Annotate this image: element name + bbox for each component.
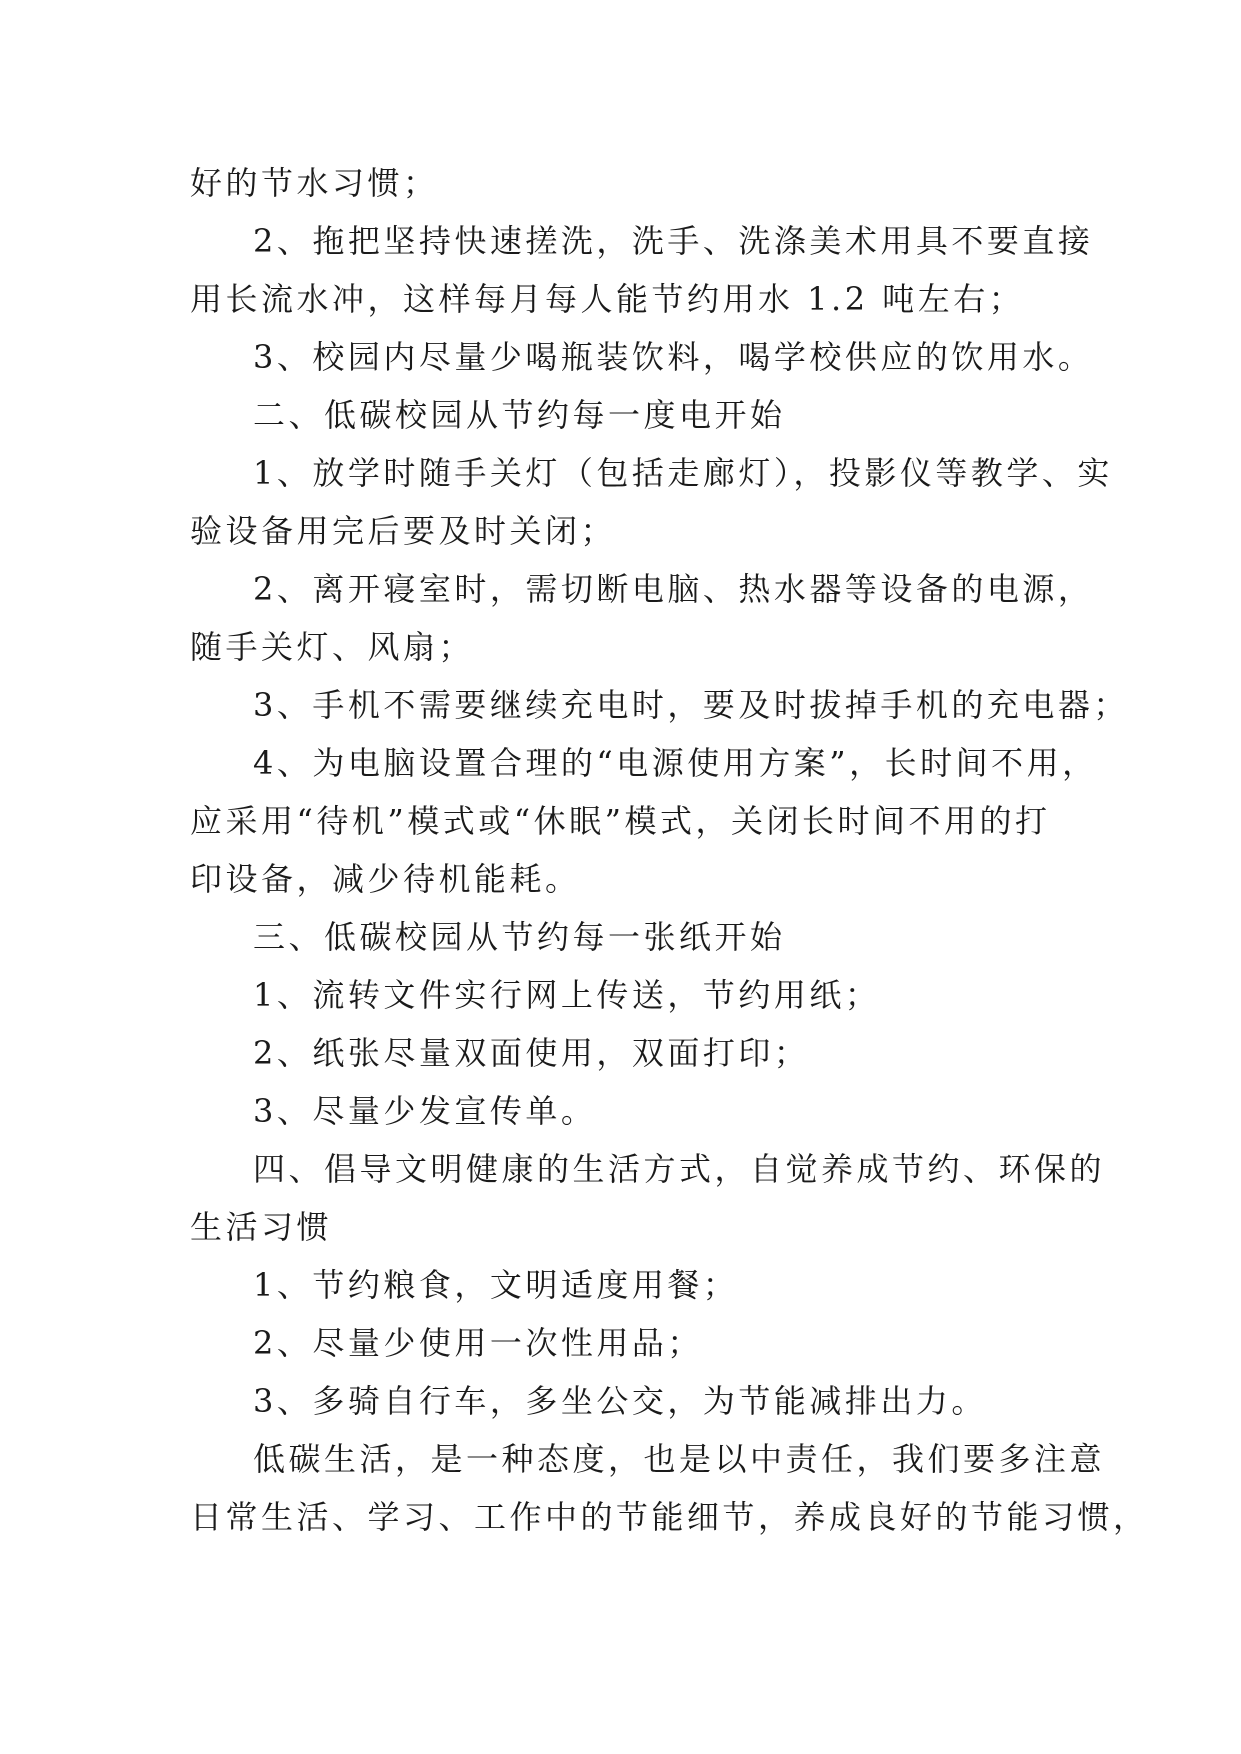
section-heading: 二、低碳校园从节约每一度电开始 [253,396,786,434]
text-line: 3、校园内尽量少喝瓶装饮料，喝学校供应的饮用水。 [253,338,1094,376]
text-line: 印设备，减少待机能耗。 [190,860,581,898]
text-line: 随手关灯、风扇； [190,628,475,666]
text-line: 3、手机不需要继续充电时，要及时拔掉手机的充电器； [253,686,1129,724]
text-line: 2、拖把坚持快速搓洗，洗手、洗涤美术用具不要直接 [253,222,1094,260]
text-line: 2、尽量少使用一次性用品； [253,1324,703,1362]
text-line: 应采用“待机”模式或“休眠”模式，关闭长时间不用的打 [190,802,1051,840]
text-line: 生活习惯 [190,1208,333,1246]
text-line: 1、节约粮食，文明适度用餐； [253,1266,739,1304]
text-line: 低碳生活，是一种态度，也是以中责任，我们要多注意 [253,1440,1106,1478]
text-line: 3、多骑自行车，多坐公交，为节能减排出力。 [253,1382,987,1420]
text-line: 1、流转文件实行网上传送，节约用纸； [253,976,881,1014]
text-line: 3、尽量少发宣传单。 [253,1092,597,1130]
section-heading: 三、低碳校园从节约每一张纸开始 [253,918,786,956]
text-line: 4、为电脑设置合理的“电源使用方案”，长时间不用， [253,744,1098,782]
text-line: 1、放学时随手关灯（包括走廊灯），投影仪等教学、实 [253,454,1113,492]
section-heading: 四、倡导文明健康的生活方式，自觉养成节约、环保的 [253,1150,1106,1188]
text-line: 2、离开寝室时，需切断电脑、热水器等设备的电源， [253,570,1094,608]
document-body [190,154,1149,1546]
text-line: 好的节水习惯； [190,164,439,202]
text-line: 2、纸张尽量双面使用，双面打印； [253,1034,810,1072]
text-line: 用长流水冲，这样每月每人能节约用水 1.2 吨左右； [190,280,1025,318]
text-line: 验设备用完后要及时关闭； [190,512,617,550]
text-line: 日常生活、学习、工作中的节能细节，养成良好的节能习惯， [190,1498,1149,1536]
